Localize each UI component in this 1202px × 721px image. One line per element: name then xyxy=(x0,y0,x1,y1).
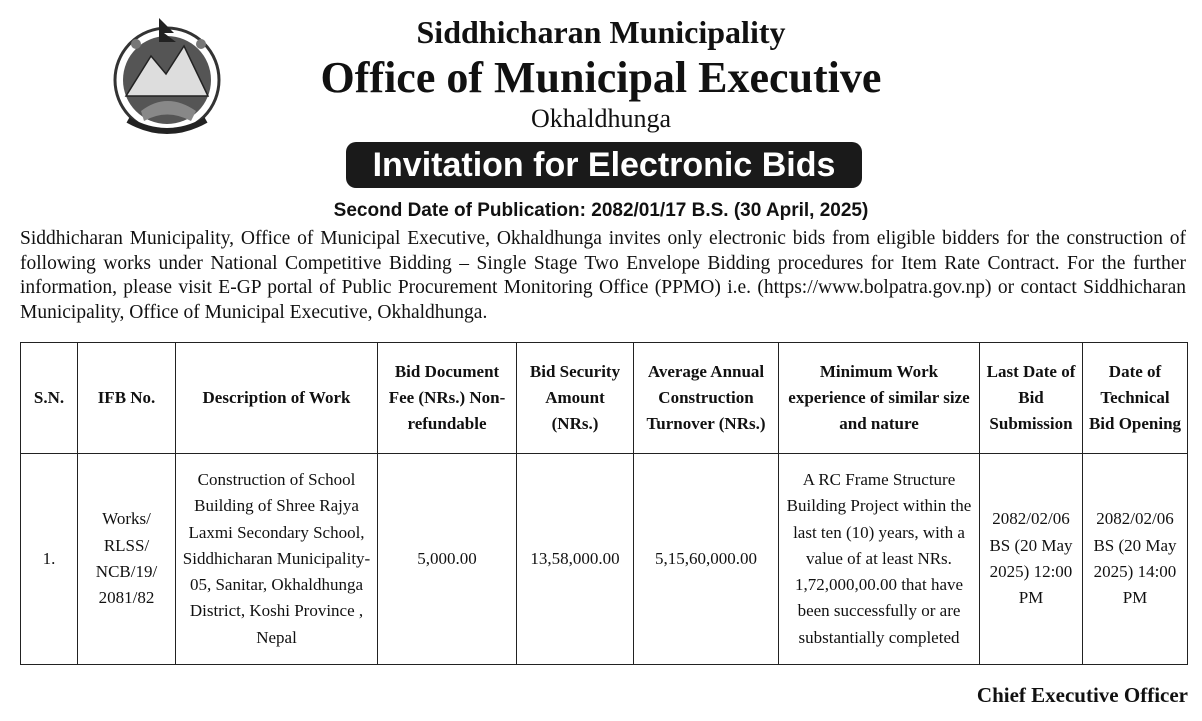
cell-last-date: 2082/02/06 BS (20 May 2025) 12:00 PM xyxy=(980,454,1083,665)
municipality-name: Siddhicharan Municipality xyxy=(416,14,786,50)
cell-bid-security: 13,58,000.00 xyxy=(517,454,634,665)
col-header-bid-security: Bid Security Amount (NRs.) xyxy=(517,343,634,454)
col-header-description: Description of Work xyxy=(176,343,378,454)
office-name: Office of Municipal Executive xyxy=(320,53,882,102)
publication-date: Second Date of Publication: 2082/01/17 B.S. (30 April, 2025) xyxy=(333,200,869,221)
col-header-last-date: Last Date of Bid Submission xyxy=(980,343,1083,454)
bids-table xyxy=(20,342,1188,665)
table-header-row xyxy=(21,343,1188,454)
col-header-bid-fee: Bid Document Fee (NRs.) Non-refundable xyxy=(378,343,517,454)
notice-title-banner: Invitation for Electronic Bids xyxy=(346,142,862,188)
col-header-opening-date: Date of Technical Bid Opening xyxy=(1083,343,1188,454)
col-header-sn: S.N. xyxy=(21,343,78,454)
cell-bid-fee: 5,000.00 xyxy=(378,454,517,665)
notice-body: Siddhicharan Municipality, Office of Municipal Executive, Okhaldhunga invites only electronic bids from eligible bidders for the construction of following works under National Competitive Bidding – Single Stage Two Envelope Bidding procedures for Item Rate Contract. For the further information, please visit E-GP portal of Public Procurement Monitoring Office (PPMO) i.e. (https://www.bolpatra.gov.np) or contact Siddhicharan Municipality, Office of Municipal Executive, Okhaldhunga. xyxy=(20,228,1186,323)
col-header-turnover: Average Annual Construction Turnover (NRs.) xyxy=(634,343,779,454)
table-row xyxy=(21,454,1188,665)
cell-turnover: 5,15,60,000.00 xyxy=(634,454,779,665)
col-header-ifb: IFB No. xyxy=(78,343,176,454)
signatory: Chief Executive Officer xyxy=(976,683,1188,707)
cell-sn: 1. xyxy=(21,454,78,665)
cell-opening-date: 2082/02/06 BS (20 May 2025) 14:00 PM xyxy=(1083,454,1188,665)
cell-ifb: Works/ RLSS/ NCB/19/ 2081/82 xyxy=(78,454,176,665)
col-header-experience: Minimum Work experience of similar size and nature xyxy=(779,343,980,454)
location: Okhaldhunga xyxy=(530,104,672,133)
cell-description: Construction of School Building of Shree Rajya Laxmi Secondary School, Siddhicharan Municipality-05, Sanitar, Okhaldhunga District, Koshi Province , Nepal xyxy=(176,454,378,665)
cell-experience: A RC Frame Structure Building Project within the last ten (10) years, with a value of at least NRs. 1,72,000,00.00 that have been successfully or are substantially completed xyxy=(779,454,980,665)
